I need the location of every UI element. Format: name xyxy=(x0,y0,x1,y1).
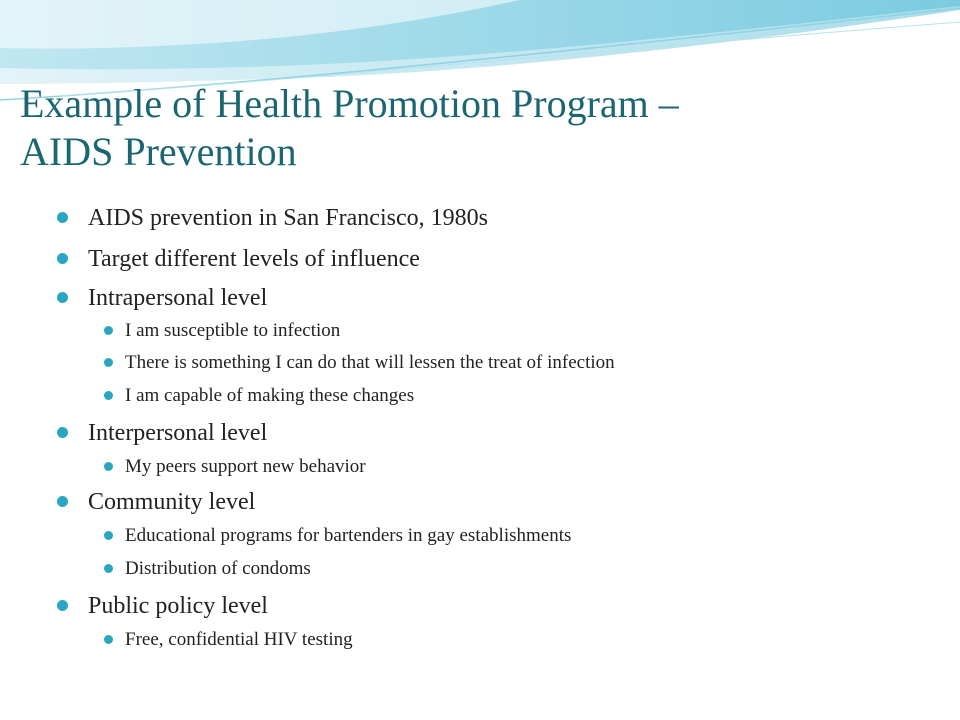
slide-title-line-2: AIDS Prevention xyxy=(20,129,297,174)
bullet-item xyxy=(88,488,255,516)
sub-bullet-text: I am susceptible to infection xyxy=(125,320,341,341)
bullet-text: AIDS prevention in San Francisco, 1980s xyxy=(88,205,488,231)
bullet-item xyxy=(88,419,267,447)
bullet-dot-icon xyxy=(57,600,68,611)
bullet-item xyxy=(88,204,488,232)
sub-bullet-item xyxy=(125,558,311,580)
bullet-dot-icon xyxy=(104,531,113,540)
bullet-text: Target different levels of influence xyxy=(88,246,420,272)
sub-bullet-text: My peers support new behavior xyxy=(125,456,366,477)
bullet-text: Community level xyxy=(88,489,256,515)
sub-bullet-item xyxy=(125,525,571,547)
sub-bullet-text: Free, confidential HIV testing xyxy=(125,629,353,650)
sub-bullet-text: Educational programs for bartenders in gay establishments xyxy=(125,525,572,546)
sub-bullet-item xyxy=(125,629,353,651)
bullet-text: Interpersonal level xyxy=(88,420,268,446)
bullet-dot-icon xyxy=(104,635,113,644)
slide-title-line-1: Example of Health Promotion Program – xyxy=(20,81,679,126)
bullet-dot-icon xyxy=(57,253,68,264)
sub-bullet-text: I am capable of making these changes xyxy=(125,385,415,406)
bullet-dot-icon xyxy=(104,564,113,573)
slide-title xyxy=(20,80,920,176)
bullet-item xyxy=(88,245,420,273)
sub-bullet-text: Distribution of condoms xyxy=(125,558,311,579)
bullet-text: Public policy level xyxy=(88,593,268,619)
bullet-dot-icon xyxy=(57,292,68,303)
bullet-text: Intrapersonal level xyxy=(88,285,268,311)
sub-bullet-item xyxy=(125,352,615,374)
bullet-dot-icon xyxy=(104,358,113,367)
bullet-dot-icon xyxy=(104,391,113,400)
bullet-dot-icon xyxy=(104,326,113,335)
sub-bullet-item xyxy=(125,385,414,407)
bullet-item xyxy=(88,284,267,312)
bullet-dot-icon xyxy=(57,496,68,507)
bullet-dot-icon xyxy=(104,462,113,471)
sub-bullet-text: There is something I can do that will lessen the treat of infection xyxy=(125,352,615,373)
bullet-dot-icon xyxy=(57,212,68,223)
sub-bullet-item xyxy=(125,320,340,342)
bullet-dot-icon xyxy=(57,427,68,438)
sub-bullet-item xyxy=(125,456,366,478)
bullet-item xyxy=(88,592,268,620)
